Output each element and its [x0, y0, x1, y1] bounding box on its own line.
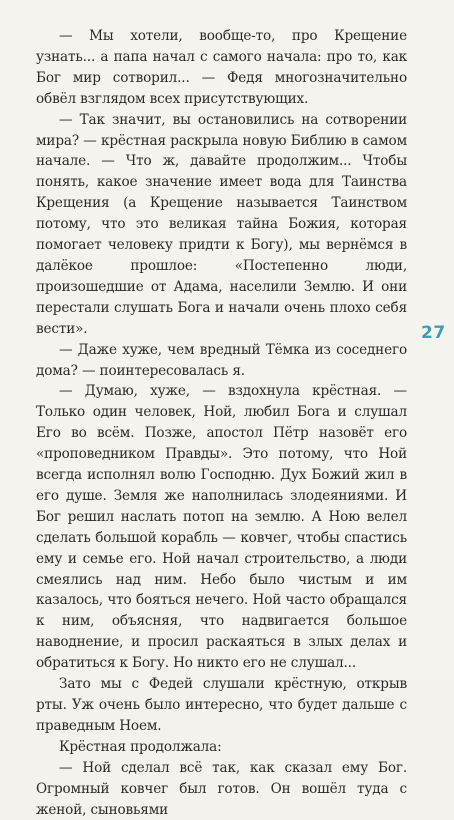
page-text	[36, 26, 407, 820]
page-number: 27	[421, 323, 446, 343]
paragraph-2: — Так значит, вы остановились на сотворении мира? — крёстная раскрыла новую Библию в самом начале. — Что ж, давайте продолжим... Чтобы понять, какое значение имеет вода для Таинства Крещения (а Крещение называется Таинством потому, что это великая тайна Божия, которая помогает человеку придти к Богу), мы вернёмся в далёкое прошлое: «Постепенно люди, произошедшие от Адама, населили Землю. И они перестали слушать Бога и начали очень плохо себя вести».	[36, 111, 407, 337]
paragraph-5: Зато мы с Федей слушали крёстную, открыв рты. Уж очень было интересно, что будет дальше с праведным Ноем.	[36, 676, 407, 734]
paragraph-1: — Мы хотели, вообще-то, про Крещение узнать... а папа начал с самого начала: про то, как Бог мир сотворил... — Федя многозначительно обвёл взглядом всех присутствующих.	[36, 28, 407, 107]
paragraph-4: — Думаю, хуже, — вздохнула крёстная. — Только один человек, Ной, любил Бога и слушал Его во всём. Позже, апостол Пётр назовёт его «проповедником Правды». Это потому, что Ной всегда исполнял волю Господню. Дух Божий жил в его душе. Земля же наполнилась злодеяниями. И Бог решил наслать потоп на землю. А Ною велел сделать большой корабль — ковчег, чтобы спастись ему и семье его. Ной начал строительство, а люди смеялись над ним. Небо было чистым и им казалось, что бояться нечего. Ной часто обращался к ним, объясняя, что надвигается большое наводнение, и просил раскаяться в злых делах и обратиться к Богу. Но никто его не слушал...	[36, 383, 407, 672]
paragraph-7: — Ной сделал всё так, как сказал ему Бог. Огромный ковчег был готов. Он вошёл туда с женой, сыновьями	[36, 759, 407, 818]
paragraph-6: Крёстная продолжала:	[59, 738, 222, 755]
paragraph-3: — Даже хуже, чем вредный Тёмка из соседнего дома? — поинтересовалась я.	[36, 341, 407, 379]
